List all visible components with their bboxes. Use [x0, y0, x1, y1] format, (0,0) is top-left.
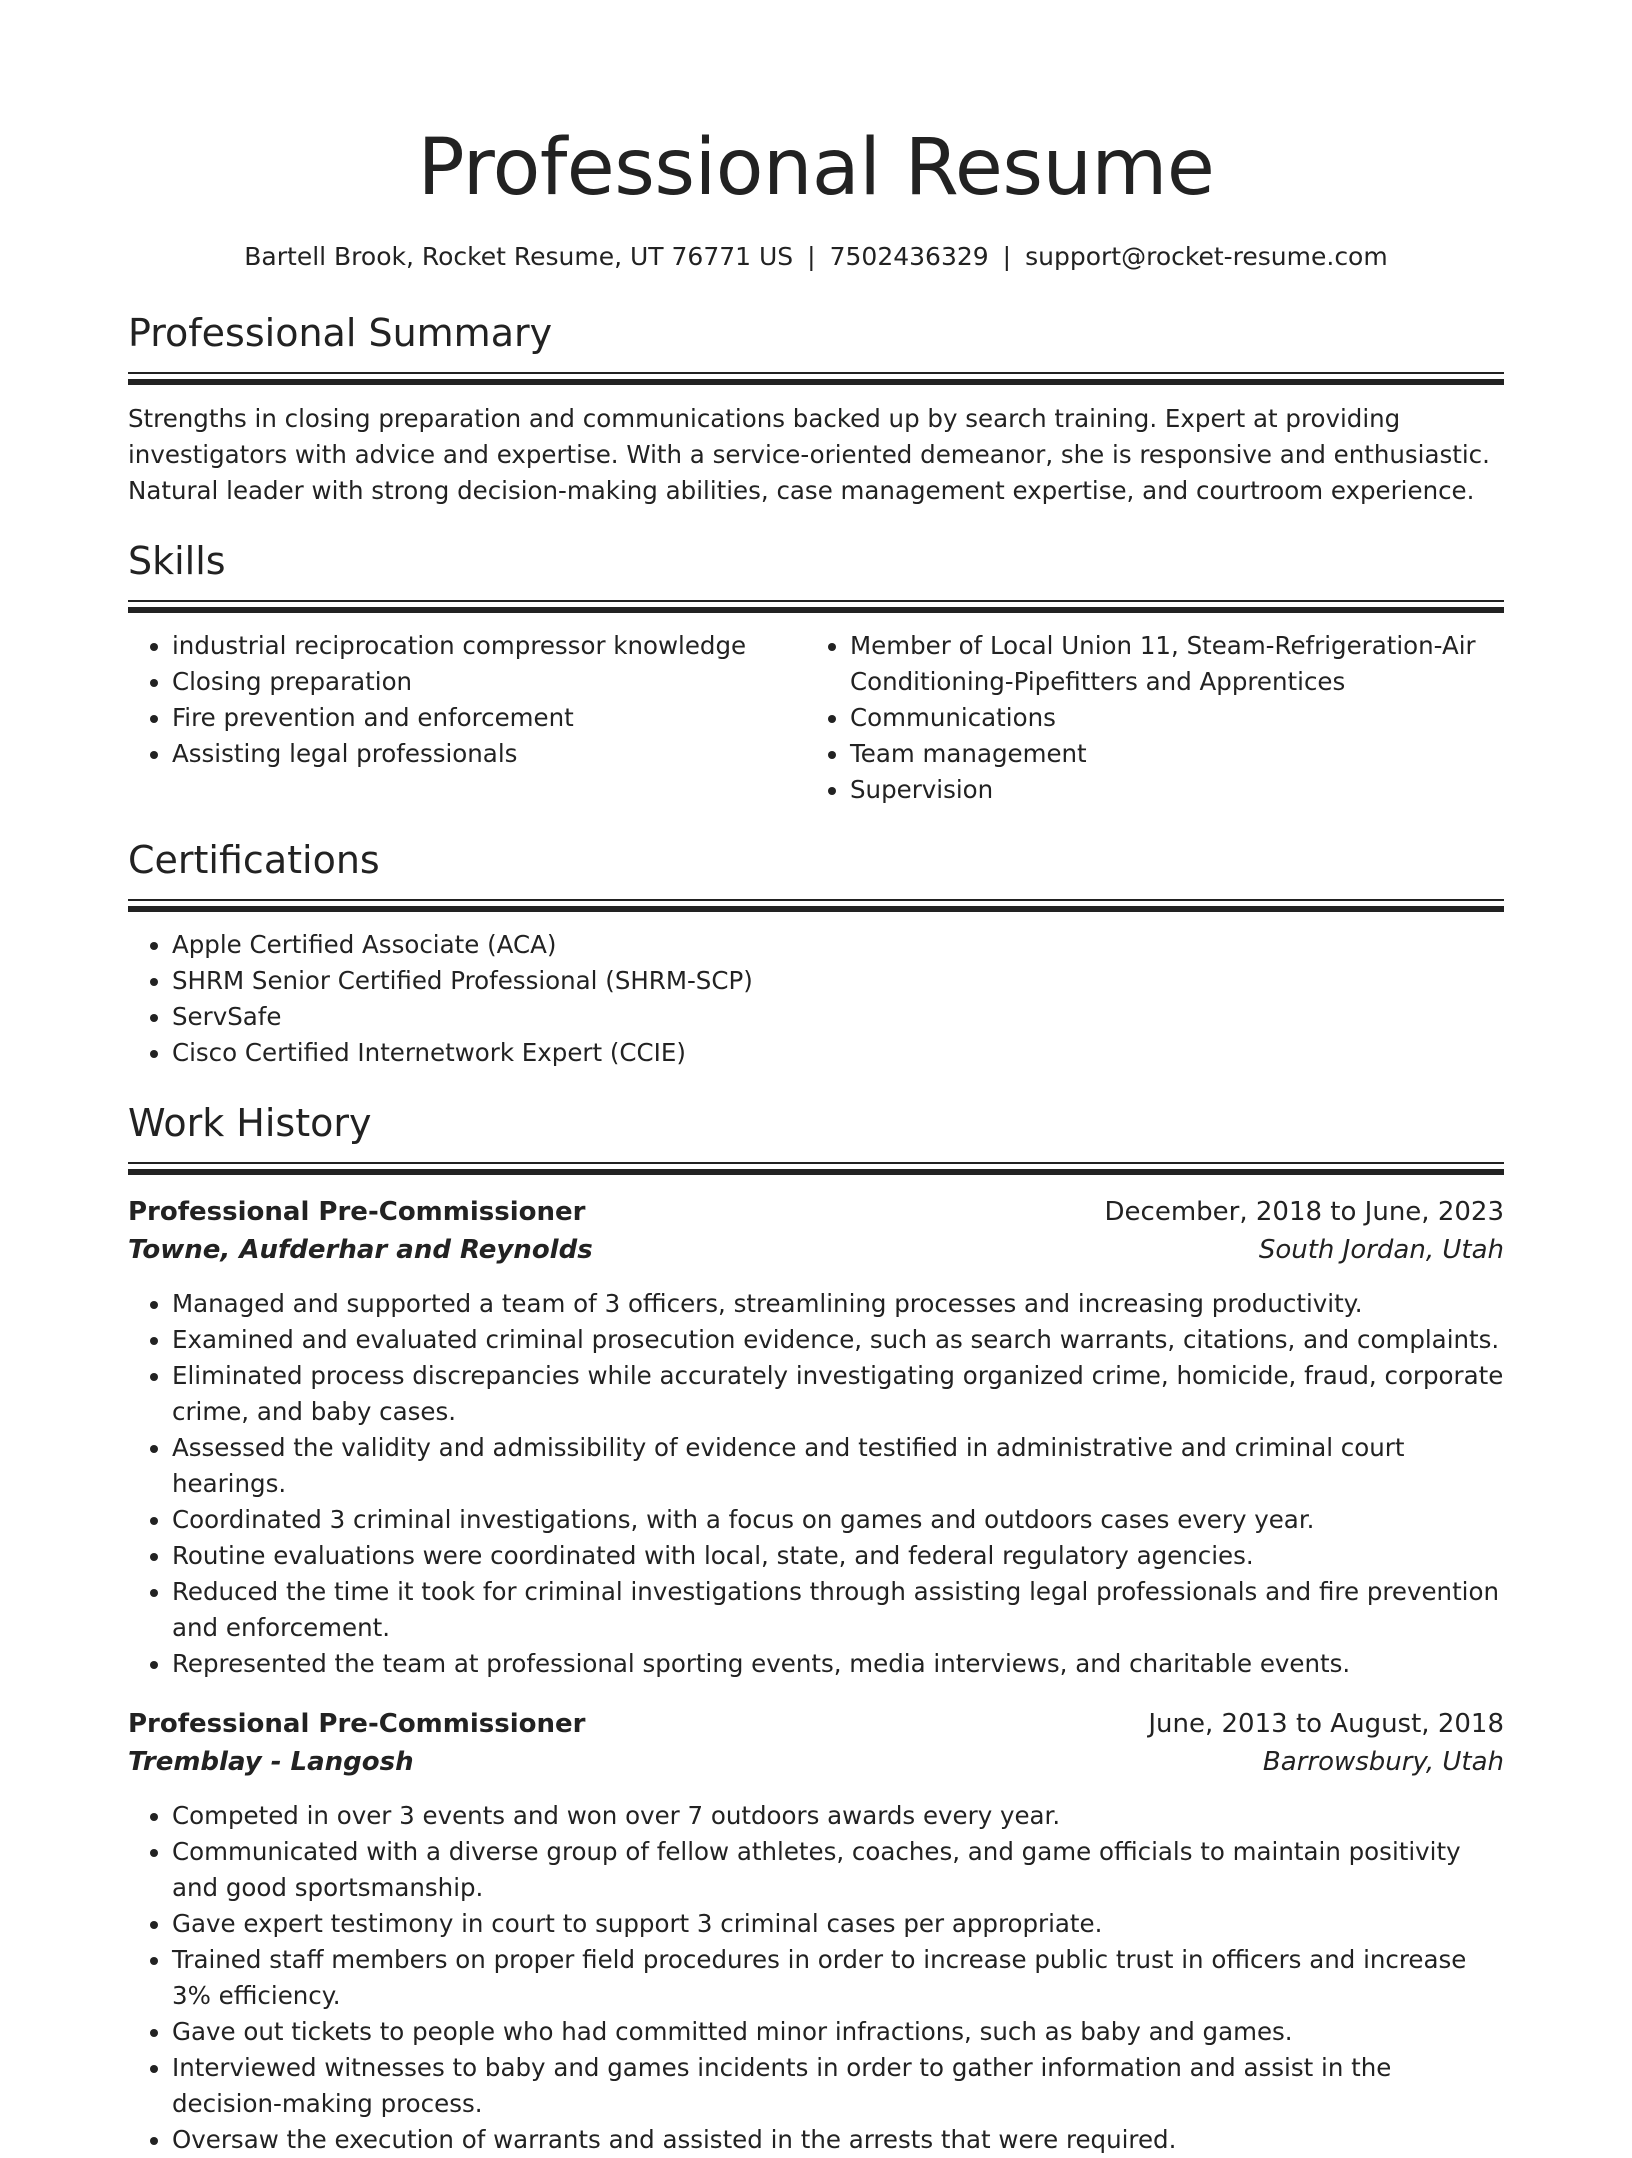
contact-phone: 7502436329: [829, 242, 989, 271]
list-item: • Gave expert testimony in court to support 3 criminal cases per appropriate.: [172, 1906, 1504, 1942]
section-heading-work-history: Work History: [128, 1101, 372, 1145]
contact-line: [128, 240, 1504, 274]
list-item: • Team management: [850, 736, 1514, 772]
list-item: • Trained staff members on proper field procedures in order to increase public trust in officers and increase 3% efficiency.: [172, 1942, 1504, 2014]
list-item: • Assessed the validity and admissibility of evidence and testified in administrative and criminal court hearings.: [172, 1430, 1504, 1502]
summary-text: Strengths in closing preparation and communications backed up by search training. Expert at providing investigators with advice and expertise. With a service-oriented demeanor, she is responsive and enthusiastic. Natural leader with strong decision-making abilities, case management expertise, and courtroom experience.: [128, 404, 1490, 505]
job-location: South Jordan, Utah: [1258, 1235, 1504, 1265]
section-heading-summary: Professional Summary: [128, 311, 553, 355]
list-item: • industrial reciprocation compressor knowledge: [172, 628, 806, 664]
summary-section: [128, 308, 1504, 509]
job-dates: June, 2013 to August, 2018: [1148, 1709, 1504, 1739]
section-heading-skills: Skills: [128, 539, 226, 583]
list-item: • Competed in over 3 events and won over 7 outdoors awards every year.: [172, 1798, 1504, 1834]
job-title: Professional Pre-Commissioner: [128, 1197, 586, 1227]
page-title: Professional Resume: [417, 123, 1215, 213]
job-location: Barrowsbury, Utah: [1262, 1747, 1504, 1777]
contact-separator: |: [807, 242, 816, 271]
section-divider: [128, 1162, 1504, 1179]
list-item: • Interviewed witnesses to baby and games incidents in order to gather information and assist in the decision-making process.: [172, 2050, 1504, 2122]
section-divider: [128, 600, 1504, 617]
job-company: Tremblay - Langosh: [128, 1747, 414, 1777]
list-item: • Routine evaluations were coordinated with local, state, and federal regulatory agencies.: [172, 1538, 1504, 1574]
contact-address: Bartell Brook, Rocket Resume, UT 76771 US: [244, 242, 794, 271]
job-header: [128, 1193, 1504, 1231]
contact-separator: |: [1002, 242, 1012, 271]
skills-section: [128, 536, 1504, 808]
contact-email[interactable]: support@rocket-resume.com: [1025, 242, 1388, 271]
work-history-section: [128, 1098, 1504, 2158]
job-dates: December, 2018 to June, 2023: [1104, 1197, 1504, 1227]
certifications-section: [128, 835, 1504, 1071]
skills-columns: [128, 628, 1504, 808]
list-item: • Apple Certified Associate (ACA): [172, 927, 1504, 963]
job-entry: [128, 1193, 1504, 1682]
section-divider: [128, 372, 1504, 389]
list-item: • Reduced the time it took for criminal investigations through assisting legal professionals and fire prevention and enforcement.: [172, 1574, 1504, 1646]
resume-page: [128, 0, 1504, 2158]
job-subheader: [128, 1231, 1504, 1269]
list-item: • Coordinated 3 criminal investigations, with a focus on games and outdoors cases every year.: [172, 1502, 1504, 1538]
list-item: • Supervision: [850, 772, 1514, 808]
list-item: • Managed and supported a team of 3 officers, streamlining processes and increasing productivity.: [172, 1286, 1504, 1322]
list-item: • Member of Local Union 11, Steam-Refrigeration-Air Conditioning-Pipefitters and Apprentices: [850, 628, 1514, 700]
skills-list-left: [128, 628, 806, 808]
list-item: • Eliminated process discrepancies while accurately investigating organized crime, homicide, fraud, corporate crime, and baby cases.: [172, 1358, 1504, 1430]
list-item: • Fire prevention and enforcement: [172, 700, 806, 736]
section-heading-certifications: Certifications: [128, 838, 380, 882]
list-item: • SHRM Senior Certified Professional (SHRM-SCP): [172, 963, 1504, 999]
list-item: • Cisco Certified Internetwork Expert (CCIE): [172, 1035, 1504, 1071]
job-entry: [128, 1705, 1504, 2158]
list-item: • Communications: [850, 700, 1514, 736]
list-item: • Communicated with a diverse group of fellow athletes, coaches, and game officials to maintain positivity and good sportsmanship.: [172, 1834, 1504, 1906]
section-divider: [128, 899, 1504, 916]
skills-list-right: [806, 628, 1514, 808]
list-item: • Represented the team at professional sporting events, media interviews, and charitable events.: [172, 1646, 1504, 1682]
list-item: • ServSafe: [172, 999, 1504, 1035]
job-subheader: [128, 1743, 1504, 1781]
job-bullet-list: [128, 1798, 1504, 2158]
list-item: • Examined and evaluated criminal prosecution evidence, such as search warrants, citations, and complaints.: [172, 1322, 1504, 1358]
job-company: Towne, Aufderhar and Reynolds: [128, 1235, 593, 1265]
job-bullet-list: [128, 1286, 1504, 1682]
list-item: • Oversaw the execution of warrants and assisted in the arrests that were required.: [172, 2122, 1504, 2158]
job-header: [128, 1705, 1504, 1743]
certifications-list: [128, 927, 1504, 1071]
job-title: Professional Pre-Commissioner: [128, 1709, 586, 1739]
list-item: • Gave out tickets to people who had committed minor infractions, such as baby and games.: [172, 2014, 1504, 2050]
list-item: • Closing preparation: [172, 664, 806, 700]
list-item: • Assisting legal professionals: [172, 736, 806, 772]
